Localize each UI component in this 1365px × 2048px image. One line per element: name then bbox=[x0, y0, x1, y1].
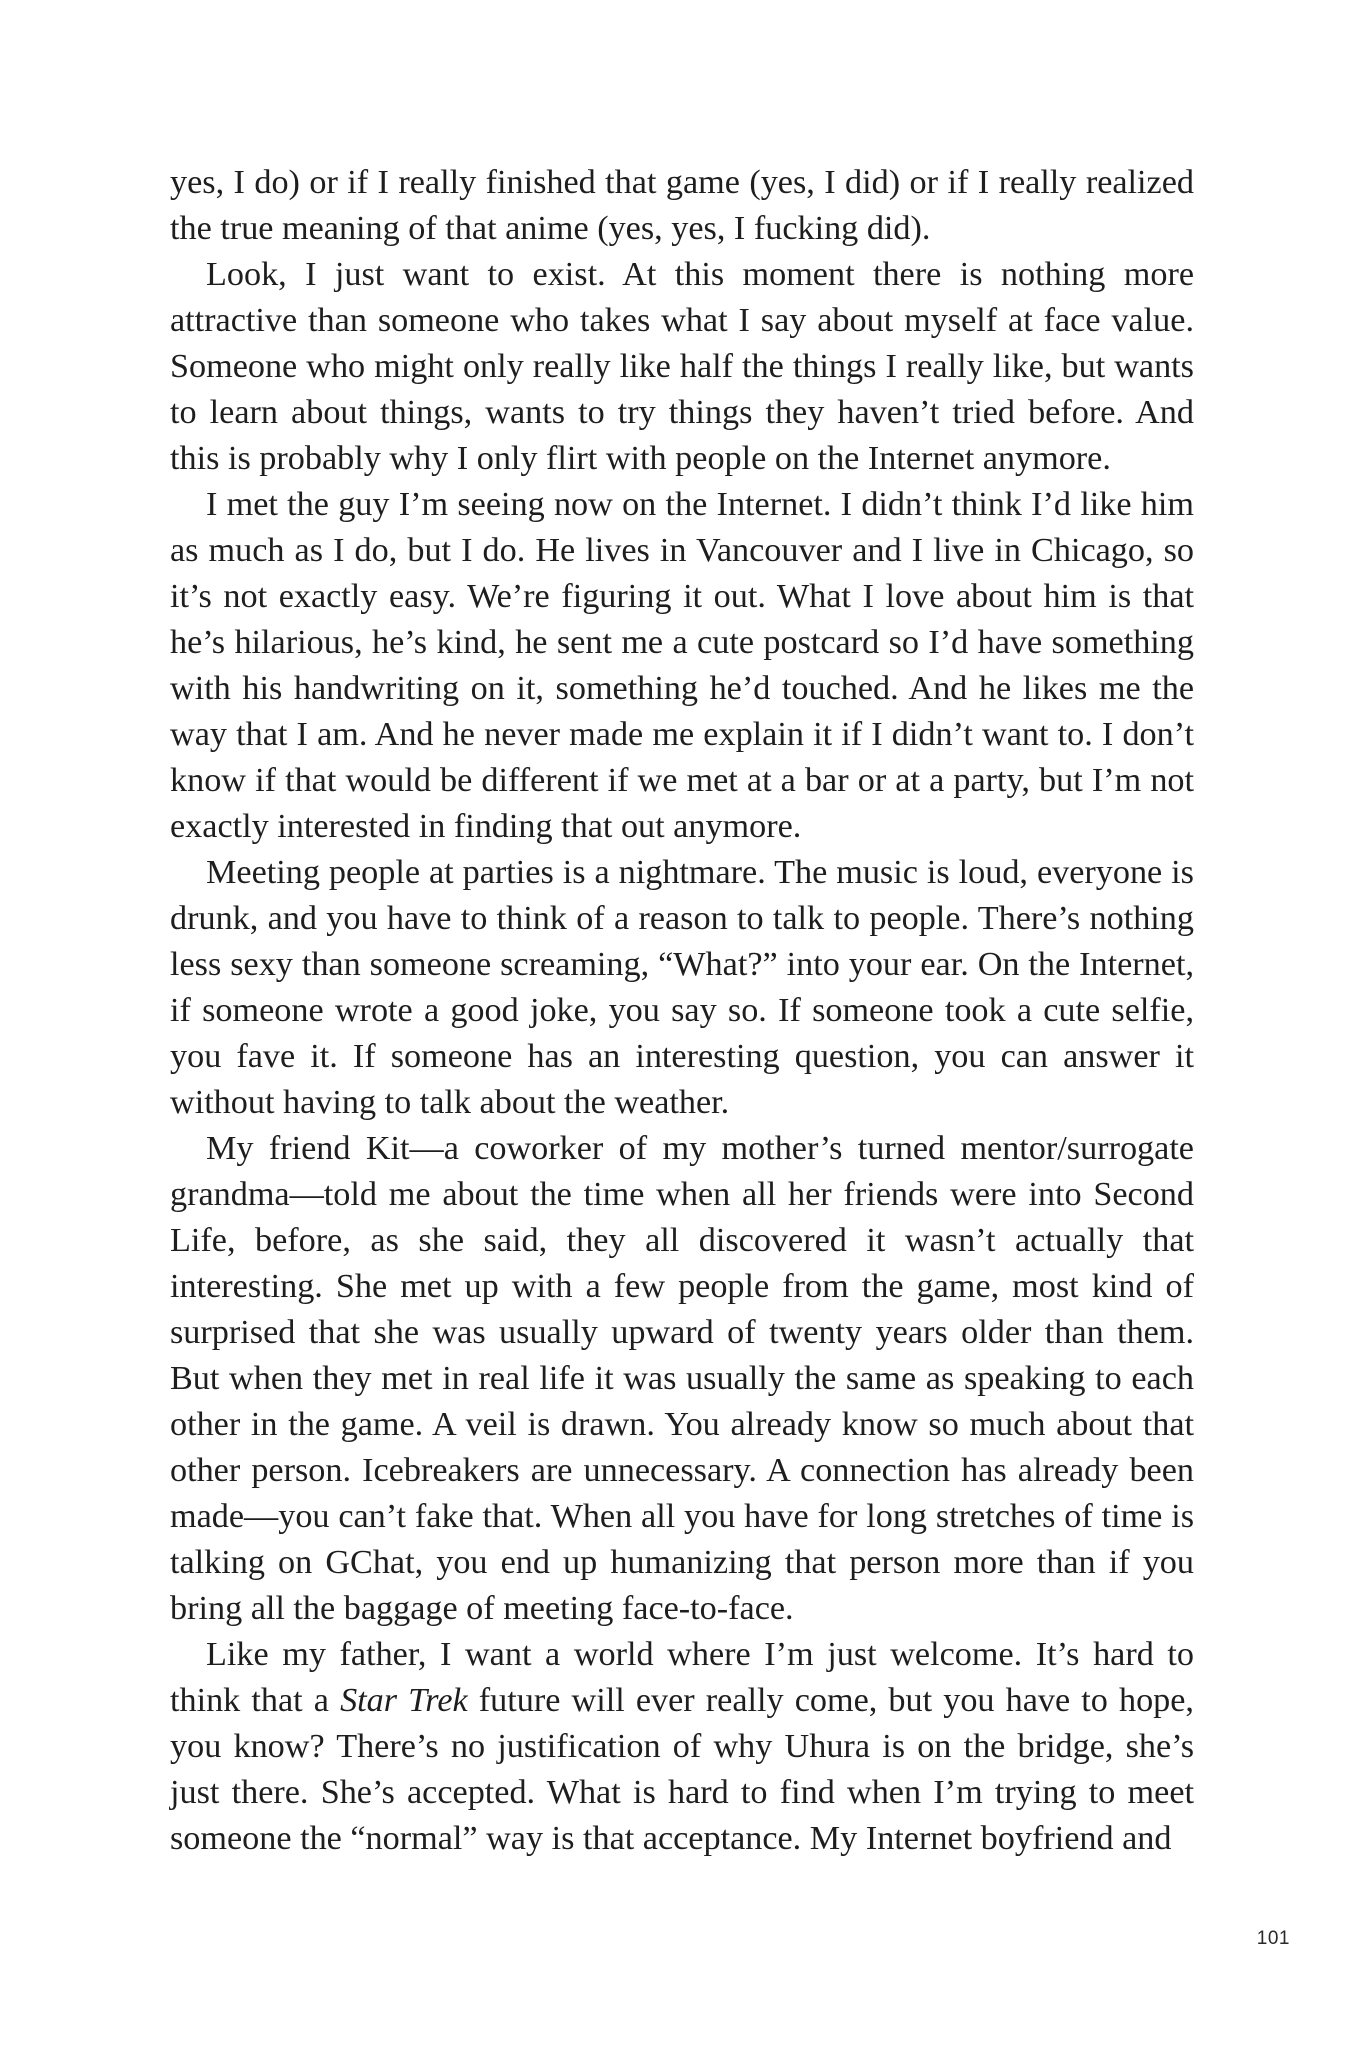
paragraph-3: I met the guy I’m seeing now on the Internet. I didn’t think I’d like him as much as I do, but I do. He lives in Vancouver and I live in Chicago, so it’s not exactly easy. We’re figuring it out. What I love about him is that he’s hilarious, he’s kind, he sent me a cute postcard so I’d have something with his handwriting on it, something he’d touched. And he likes me the way that I am. And he never made me explain it if I didn’t want to. I don’t know if that would be different if we met at a bar or at a party, but I’m not exactly interested in finding that out anymore. bbox=[170, 486, 1194, 845]
paragraph-6 bbox=[170, 1632, 1194, 1862]
paragraph-6-end: future will ever really come, but you have to hope, you know? There’s no justification of why Uhura is on the bridge, she’s just there. She’s accepted. What is hard to find when I’m trying to meet someone the “normal” way is that acceptance. My Internet boyfriend and bbox=[170, 1682, 1194, 1857]
paragraph-4: Meeting people at parties is a nightmare. The music is loud, everyone is drunk, and you have to think of a reason to talk to people. There’s nothing less sexy than someone screaming, “What?” into your ear. On the Internet, if someone wrote a good joke, you say so. If someone took a cute selfie, you fave it. If someone has an interesting question, you can answer it without having to talk about the weather. bbox=[170, 854, 1194, 1121]
body-text bbox=[170, 160, 1194, 1862]
paragraph-2: Look, I just want to exist. At this moment there is nothing more attractive than someone who takes what I say about myself at face value. Someone who might only really like half the things I really like, but wants to learn about things, wants to try things they haven’t tried before. And this is probably why I only flirt with people on the Internet anymore. bbox=[170, 256, 1194, 477]
paragraph-1: yes, I do) or if I really finished that game (yes, I did) or if I really realized the true meaning of that anime (yes, yes, I fucking did). bbox=[170, 164, 1194, 247]
paragraph-5: My friend Kit—a coworker of my mother’s turned mentor/surrogate grandma—told me about the time when all her friends were into Second Life, before, as she said, they all discovered it wasn’t actually that interesting. She met up with a few people from the game, most kind of surprised that she was usually upward of twenty years older than them. But when they met in real life it was usually the same as speaking to each other in the game. A veil is drawn. You already know so much about that other person. Icebreakers are unnecessary. A connection has already been made—you can’t fake that. When all you have for long stretches of time is talking on GChat, you end up humanizing that person more than if you bring all the baggage of meeting face-to-face. bbox=[170, 1130, 1194, 1627]
paragraph-6-start: Like my father, I want a world where I’m just welcome. It’s hard to think that a bbox=[170, 1636, 1194, 1719]
page-number: 101 bbox=[1256, 1928, 1290, 1949]
book-title-star-trek: Star Trek bbox=[340, 1682, 468, 1719]
